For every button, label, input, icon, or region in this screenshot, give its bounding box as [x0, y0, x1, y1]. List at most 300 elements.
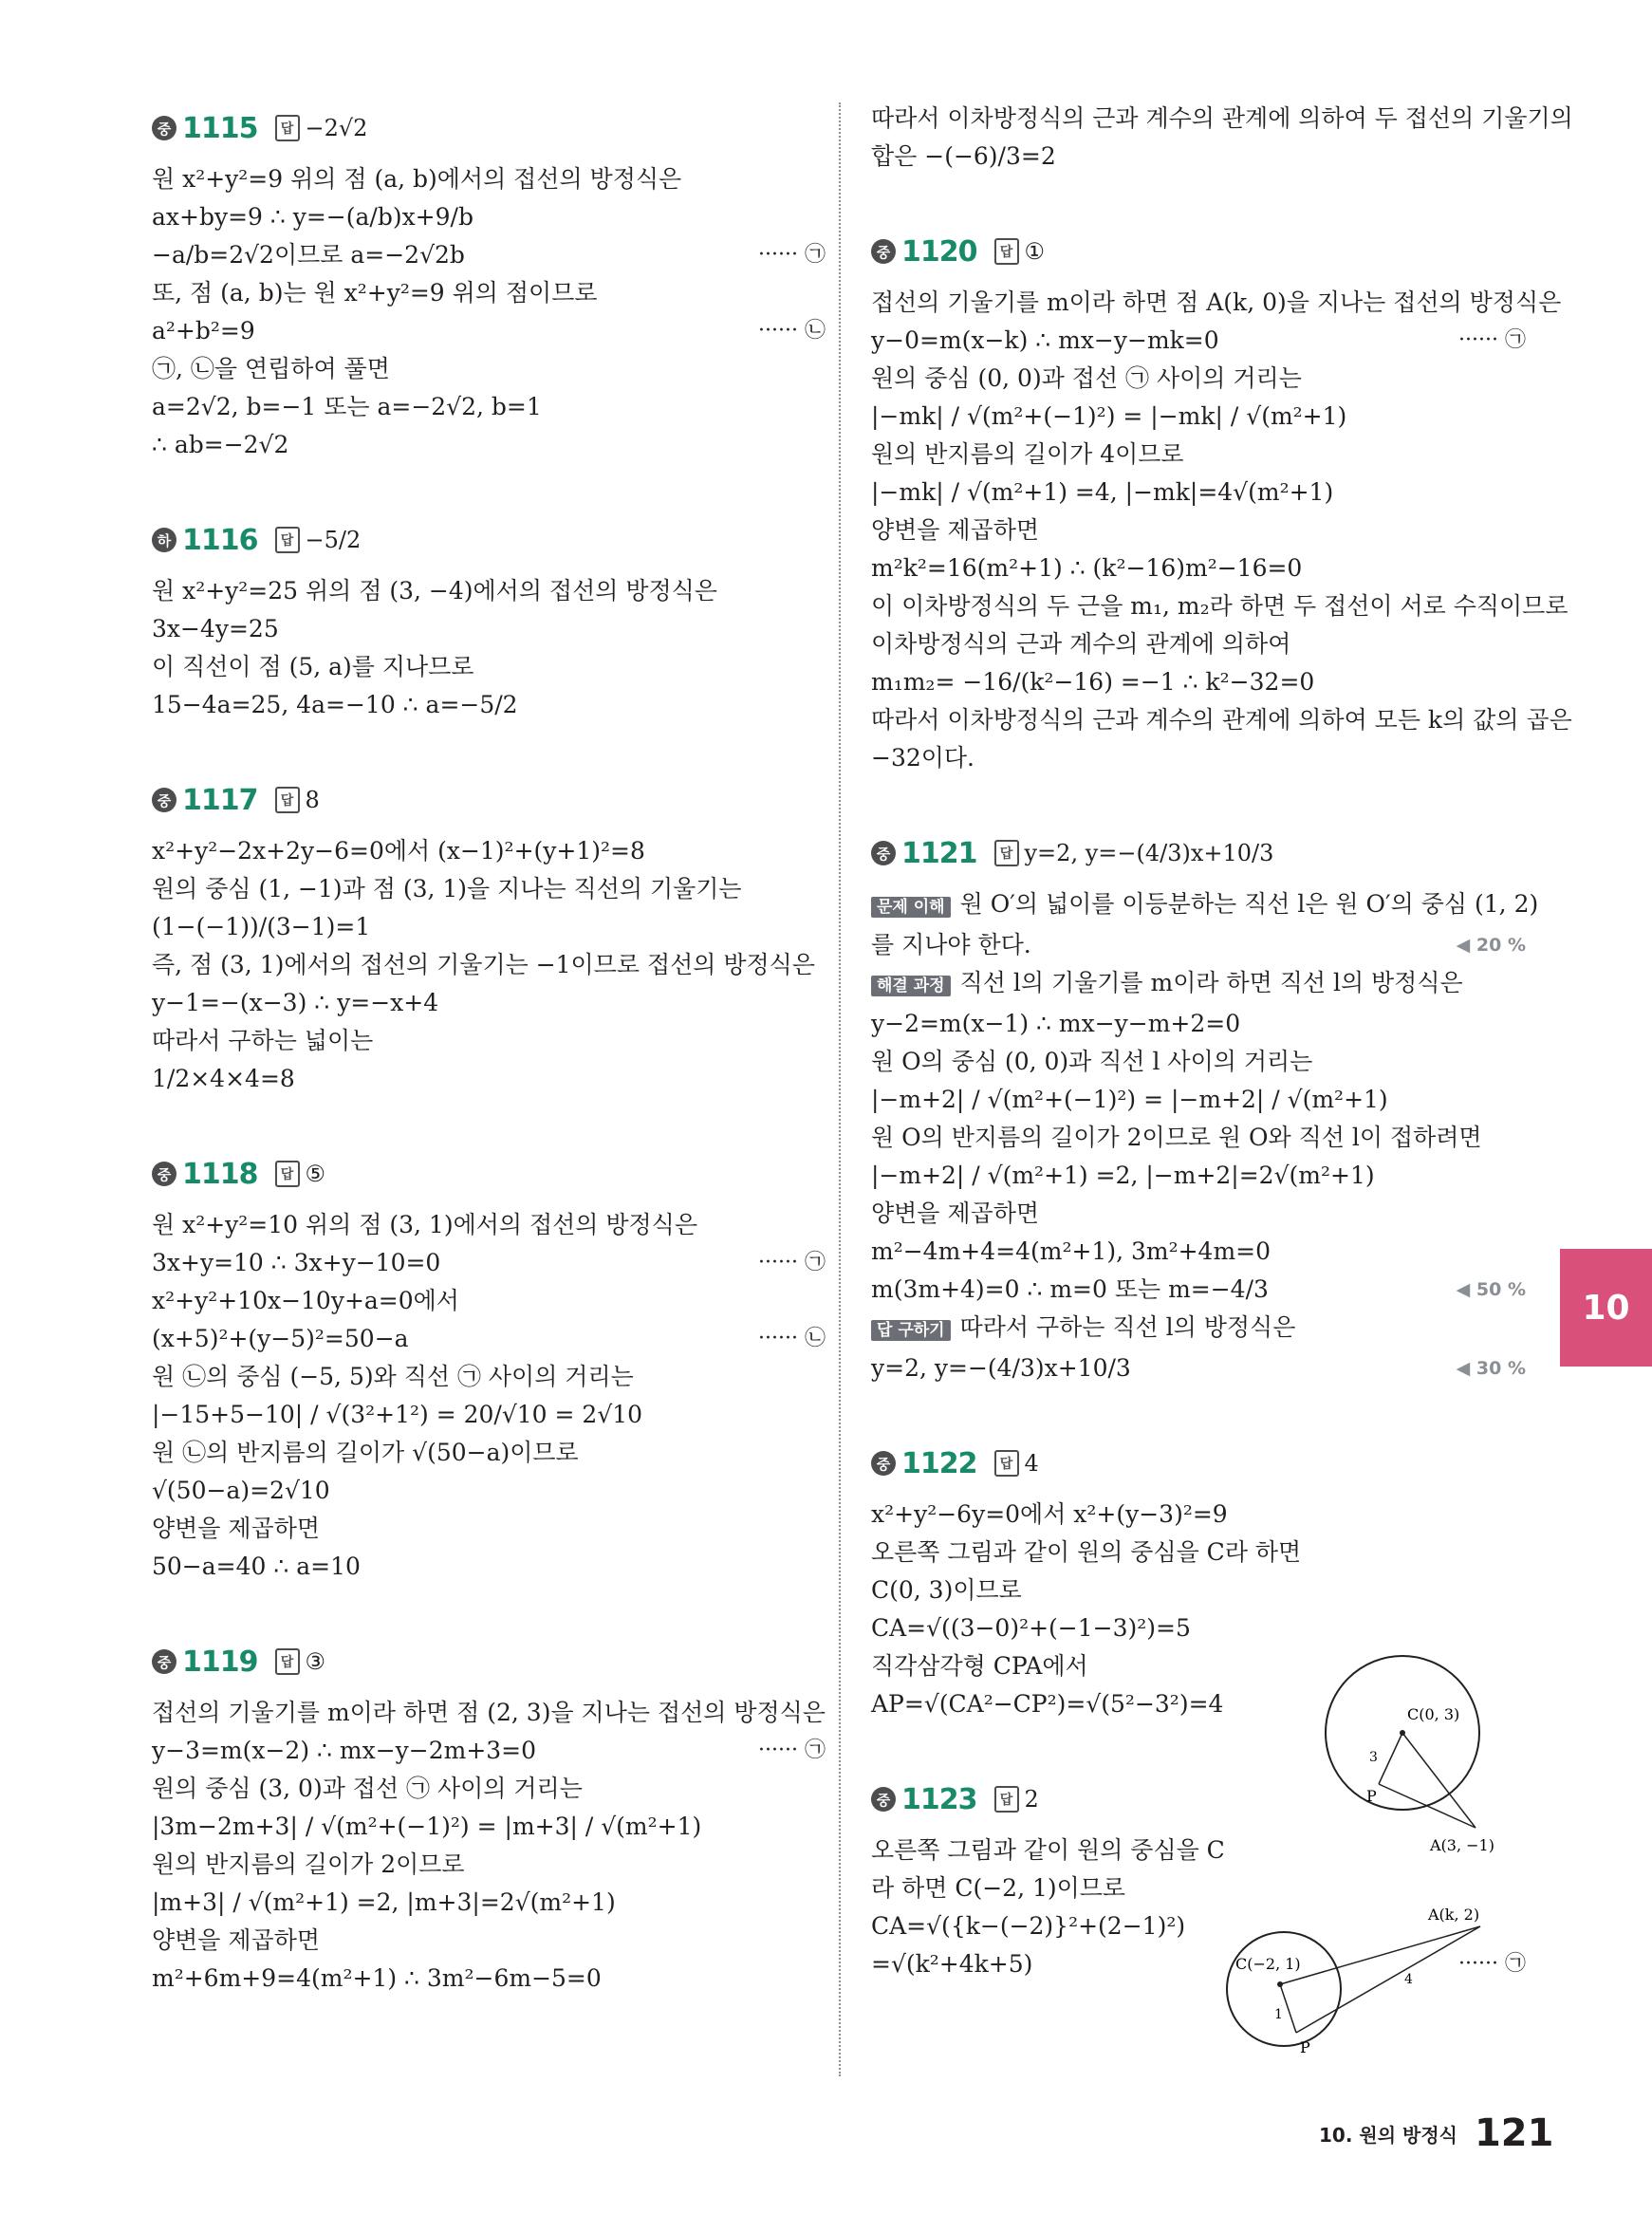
solution-text: [871, 1271, 1447, 1309]
solution-text-body: C(0, 3)이므로: [871, 1576, 1022, 1604]
solution-line: [152, 908, 826, 946]
solution-text: [152, 1060, 826, 1098]
solution-line: [152, 648, 826, 686]
solution-line: [871, 1869, 1526, 1907]
solution-text-body: 따라서 이차방정식의 근과 계수의 관계에 의하여 모든 k의 값의 곱은: [871, 706, 1572, 734]
equation-marker: ······ ㉠: [758, 1739, 826, 1762]
solution-text-body: |−m+2| / √(m²+(−1)²) = |−m+2| / √(m²+1): [871, 1086, 1388, 1113]
solution-line: [152, 350, 826, 388]
solution-line: [152, 946, 826, 984]
problem-number: 1123: [901, 1782, 977, 1816]
solution-text-body: y−0=m(x−k) ∴ mx−y−mk=0: [871, 326, 1219, 354]
solution-text: [152, 832, 826, 870]
answer-value: ⑤: [305, 1161, 326, 1187]
solution-line: [152, 1358, 826, 1396]
solution-text-body: 원의 중심 (3, 0)과 접선 ㉠ 사이의 거리는: [152, 1775, 583, 1802]
chapter-tab: 10: [1560, 1249, 1652, 1367]
answer-icon: 답: [275, 115, 300, 141]
solution-line: [871, 739, 1526, 777]
answer-value: ①: [1024, 238, 1046, 265]
solution-line: [871, 1043, 1526, 1081]
solution-text-body: 이 직선이 점 (5, a)를 지나므로: [152, 653, 474, 680]
difficulty-badge: 중: [871, 1787, 896, 1812]
solution-text-body: y=2, y=−(4/3)x+10/3: [871, 1354, 1131, 1382]
solution-line: [871, 701, 1572, 739]
solution-line: [871, 100, 1573, 138]
solution-line: [152, 1022, 826, 1060]
solution-text: [152, 312, 749, 350]
solution-text: [871, 1081, 1526, 1119]
equation-marker: ······ ㉡: [758, 1327, 826, 1350]
answer-value: −2√2: [305, 115, 368, 141]
solution-text: [152, 350, 826, 388]
problem-continued: [871, 100, 1573, 176]
solution-text-body: −32이다.: [871, 744, 975, 772]
solution-text: [152, 1358, 826, 1396]
solution-text: [152, 1510, 826, 1548]
solution-line: [871, 1309, 1526, 1349]
problem-header: [152, 1145, 826, 1202]
solution-line: [871, 625, 1526, 663]
step-tag: 해결 과정: [871, 976, 951, 996]
solution-text-body: 따라서 구하는 직선 l의 방정식은: [959, 1313, 1296, 1341]
solution-line: [152, 1206, 826, 1244]
answer-value: ③: [305, 1648, 326, 1675]
solution-text: [152, 1884, 826, 1922]
figure-1123: [1224, 1903, 1523, 2059]
center-point: [1400, 1730, 1405, 1736]
problem-number: 1119: [182, 1645, 258, 1679]
solution-line: [152, 1510, 826, 1548]
solution-text-body: m²+6m+9=4(m²+1) ∴ 3m²−6m−5=0: [152, 1964, 602, 1992]
solution-text: [871, 511, 1526, 549]
solution-text: [871, 398, 1526, 436]
solution-text: [871, 1005, 1526, 1043]
solution-text: [152, 1320, 749, 1358]
solution-text: [871, 926, 1447, 964]
solution-text-body: 이차방정식의 근과 계수의 관계에 의하여: [871, 630, 1291, 658]
answer-icon: 답: [994, 238, 1019, 265]
page-footer: [1319, 2111, 1553, 2155]
solution-text-body: 원 O의 중심 (0, 0)과 직선 l 사이의 거리는: [871, 1048, 1313, 1075]
solution-text-body: 양변을 제곱하면: [152, 1926, 320, 1954]
answer-icon: 답: [994, 1786, 1019, 1813]
label-four: 4: [1404, 1972, 1413, 1987]
score-percent: ◀ 50 %: [1456, 1279, 1526, 1300]
solution-line: [152, 1320, 826, 1358]
answer-icon: 답: [275, 787, 300, 813]
solution-text: [871, 1309, 1526, 1349]
solution-text: [152, 1282, 826, 1320]
solution-text: [871, 322, 1449, 360]
solution-text-body: ∴ ab=−2√2: [152, 431, 289, 458]
solution-line: [152, 1548, 826, 1586]
difficulty-badge: 하: [152, 528, 176, 552]
solution-text-body: 50−a=40 ∴ a=10: [152, 1553, 361, 1580]
solution-text-body: m₁m₂= −16/(k²−16) =−1 ∴ k²−32=0: [871, 668, 1315, 696]
answer-value: 4: [1024, 1450, 1039, 1477]
solution-line: [152, 1846, 826, 1884]
answer-icon: 답: [275, 1648, 300, 1675]
solution-text-body: 직선 l의 기울기를 m이라 하면 직선 l의 방정식은: [959, 969, 1463, 996]
solution-text: [871, 436, 1526, 474]
solution-text-body: 원의 반지름의 길이가 4이므로: [871, 440, 1184, 468]
solution-line: [152, 388, 826, 426]
solution-text-body: y−2=m(x−1) ∴ mx−y−m+2=0: [871, 1010, 1241, 1037]
label-radius: 3: [1369, 1750, 1378, 1765]
solution-text: [152, 1846, 826, 1884]
difficulty-badge: 중: [152, 1162, 176, 1186]
solution-line: [152, 426, 826, 464]
solution-line: [152, 236, 826, 274]
solution-text-body: m²k²=16(m²+1) ∴ (k²−16)m²−16=0: [871, 554, 1303, 582]
column-divider: [839, 102, 841, 2076]
answer-icon: 답: [275, 527, 300, 553]
solution-line: [152, 984, 826, 1022]
solution-line: [871, 1081, 1526, 1119]
solution-line: [152, 1060, 826, 1098]
solution-text: [152, 1434, 826, 1472]
solution-line: [871, 1005, 1526, 1043]
problem-number: 1122: [901, 1446, 977, 1480]
solution-line: [152, 1396, 826, 1434]
solution-line: [152, 832, 826, 870]
step-tag: 답 구하기: [871, 1320, 951, 1341]
solution-text-body: 따라서 구하는 넓이는: [152, 1027, 374, 1054]
solution-line: [152, 572, 826, 610]
page-number: 121: [1474, 2111, 1554, 2155]
solution-text: [871, 625, 1526, 663]
solution-text-body: 라 하면 C(−2, 1)이므로: [871, 1874, 1126, 1902]
answer-value: −5/2: [305, 527, 362, 553]
solution-text: [152, 610, 826, 648]
solution-text-body: ㉠, ㉡을 연립하여 풀면: [152, 355, 390, 382]
solution-text-body: 즉, 점 (3, 1)에서의 접선의 기울기는 −1이므로 접선의 방정식은: [152, 951, 815, 978]
problem-header: [152, 511, 826, 568]
solution-text: [871, 964, 1526, 1005]
solution-line: [871, 1571, 1526, 1609]
solution-line: [871, 322, 1526, 360]
solution-line: [152, 1770, 826, 1808]
label-a: A(3, −1): [1430, 1836, 1494, 1854]
solution-text-body: 양변을 제곱하면: [152, 1515, 320, 1542]
answer-icon: 답: [994, 840, 1019, 866]
solution-line: [871, 138, 1526, 176]
solution-text-body: 원의 반지름의 길이가 2이므로: [152, 1850, 465, 1878]
solution-text: [152, 984, 826, 1022]
equation-marker: ······ ㉡: [758, 319, 826, 343]
equation-marker: ······ ㉠: [1458, 1952, 1526, 1976]
equation-marker: ······ ㉠: [758, 243, 826, 267]
solution-text-body: 15−4a=25, 4a=−10 ∴ a=−5/2: [152, 691, 518, 718]
solution-text-body: 를 지나야 한다.: [871, 931, 1031, 958]
solution-text: [871, 1233, 1526, 1271]
circle-shape: [1227, 1932, 1341, 2046]
solution-text-body: |m+3| / √(m²+1) =2, |m+3|=2√(m²+1): [152, 1888, 616, 1916]
solution-text-body: (1−(−1))/(3−1)=1: [152, 913, 371, 940]
solution-line: [152, 1884, 826, 1922]
solution-line: [871, 1271, 1526, 1309]
solution-text: [871, 1119, 1526, 1157]
tangent-segment: [1379, 1784, 1476, 1828]
solution-text-body: 원 O의 반지름의 길이가 2이므로 원 O와 직선 l이 접하려면: [871, 1124, 1482, 1151]
ca-segment: [1402, 1733, 1476, 1828]
solution-text-body: =√(k²+4k+5): [871, 1950, 1033, 1978]
solution-text: [152, 1396, 826, 1434]
solution-text-body: 또, 점 (a, b)는 원 x²+y²=9 위의 점이므로: [152, 279, 598, 307]
tangent-segment: [1296, 1926, 1480, 2033]
label-a: A(k, 2): [1428, 1906, 1480, 1924]
solution-text: [871, 360, 1526, 398]
label-p: P: [1300, 2038, 1310, 2056]
label-one: 1: [1274, 2007, 1283, 2022]
solution-line: [152, 1922, 826, 1960]
solution-text-body: 합은 −(−6)/3=2: [871, 142, 1056, 170]
difficulty-badge: 중: [152, 788, 176, 812]
solution-line: [871, 1157, 1526, 1195]
solution-line: [871, 436, 1526, 474]
problem-1118: [152, 1145, 826, 1586]
score-percent: ◀ 30 %: [1456, 1358, 1526, 1379]
solution-line: [152, 686, 826, 724]
solution-text-body: |−m+2| / √(m²+1) =2, |−m+2|=2√(m²+1): [871, 1162, 1375, 1189]
problem-number: 1121: [901, 836, 977, 870]
solution-text: [871, 587, 1568, 625]
solution-text-body: a=2√2, b=−1 또는 a=−2√2, b=1: [152, 393, 542, 420]
answer-icon: 답: [994, 1450, 1019, 1477]
solution-text: [152, 1022, 826, 1060]
solution-text-body: 1/2×4×4=8: [152, 1065, 295, 1092]
solution-text-body: |−mk| / √(m²+(−1)²) = |−mk| / √(m²+1): [871, 402, 1347, 430]
solution-line: [152, 610, 826, 648]
solution-text-body: 원의 중심 (1, −1)과 점 (3, 1)을 지나는 직선의 기울기는: [152, 875, 742, 902]
solution-text-body: x²+y²−6y=0에서 x²+(y−3)²=9: [871, 1500, 1228, 1528]
solution-text-body: m²−4m+4=4(m²+1), 3m²+4m=0: [871, 1237, 1271, 1265]
solution-text-body: 원 x²+y²=25 위의 점 (3, −4)에서의 접선의 방정식은: [152, 577, 717, 604]
problem-header: [152, 100, 826, 157]
solution-text: [152, 426, 826, 464]
answer-value: 2: [1024, 1786, 1039, 1813]
solution-text-body: 접선의 기울기를 m이라 하면 점 A(k, 0)을 지나는 접선의 방정식은: [871, 288, 1562, 316]
solution-text: [871, 1534, 1526, 1571]
solution-text: [871, 885, 1538, 926]
solution-line: [871, 360, 1526, 398]
solution-text: [152, 198, 826, 236]
solution-line: [152, 160, 826, 198]
chapter-title: 10. 원의 방정식: [1319, 2123, 1457, 2147]
solution-text: [152, 1548, 826, 1586]
solution-text-body: 원 ㉡의 중심 (−5, 5)와 직선 ㉠ 사이의 거리는: [152, 1363, 634, 1390]
solution-line: [152, 1282, 826, 1320]
solution-text: [152, 686, 826, 724]
solution-text-body: CA=√({k−(−2)}²+(2−1)²): [871, 1912, 1186, 1940]
solution-text: [152, 946, 826, 984]
problem-header: [871, 1435, 1526, 1492]
solution-line: [871, 511, 1526, 549]
problem-1119: [152, 1633, 826, 1998]
problem-1120: [871, 223, 1572, 777]
solution-line: [871, 885, 1539, 926]
solution-text-body: 따라서 이차방정식의 근과 계수의 관계에 의하여 두 접선의 기울기의: [871, 104, 1573, 132]
solution-text-body: a²+b²=9: [152, 317, 255, 344]
solution-text: [871, 663, 1526, 701]
solution-line: [152, 1808, 826, 1846]
solution-text-body: 오른쪽 그림과 같이 원의 중심을 C: [871, 1836, 1225, 1864]
solution-line: [152, 870, 826, 908]
solution-text-body: 3x+y=10 ∴ 3x+y−10=0: [152, 1249, 441, 1276]
solution-text: [871, 549, 1526, 587]
solution-text-body: |3m−2m+3| / √(m²+(−1)²) = |m+3| / √(m²+1): [152, 1813, 702, 1840]
solution-text-body: ax+by=9 ∴ y=−(a/b)x+9/b: [152, 203, 473, 231]
problem-header: [871, 223, 1526, 280]
difficulty-badge: 중: [871, 239, 896, 264]
solution-line: [152, 312, 826, 350]
answer-value: y=2, y=−(4/3)x+10/3: [1024, 840, 1274, 866]
solution-text-body: 접선의 기울기를 m이라 하면 점 (2, 3)을 지나는 접선의 방정식은: [152, 1699, 826, 1726]
solution-text: [152, 1960, 826, 1998]
equation-marker: ······ ㉠: [758, 1251, 826, 1274]
difficulty-badge: 중: [152, 1649, 176, 1674]
solution-line: [871, 1195, 1526, 1233]
solution-text-body: −a/b=2√2이므로 a=−2√2b: [152, 241, 465, 269]
solution-text: [152, 1206, 826, 1244]
left-column: [152, 100, 826, 2045]
solution-text-body: √(50−a)=2√10: [152, 1477, 330, 1504]
solution-text-body: 3x−4y=25: [152, 615, 279, 642]
problem-number: 1115: [182, 111, 258, 145]
solution-text-body: (x+5)²+(y−5)²=50−a: [152, 1325, 409, 1352]
solution-text: [152, 274, 826, 312]
solution-text: [152, 870, 826, 908]
solution-text-body: CA=√((3−0)²+(−1−3)²)=5: [871, 1614, 1191, 1642]
solution-line: [871, 1496, 1526, 1534]
problem-number: 1116: [182, 523, 258, 557]
solution-line: [871, 1233, 1526, 1271]
label-c: C(−2, 1): [1235, 1955, 1301, 1973]
solution-text-body: 원 x²+y²=9 위의 점 (a, b)에서의 접선의 방정식은: [152, 165, 682, 193]
solution-line: [871, 1119, 1526, 1157]
solution-text: [152, 388, 826, 426]
label-p: P: [1366, 1787, 1377, 1805]
problem-header: [152, 772, 826, 828]
solution-text-body: x²+y²+10x−10y+a=0에서: [152, 1287, 459, 1314]
solution-text: [152, 1808, 826, 1846]
solution-line: [152, 1244, 826, 1282]
solution-text-body: 원의 중심 (0, 0)과 접선 ㉠ 사이의 거리는: [871, 364, 1302, 392]
solution-text: [152, 648, 826, 686]
equation-marker: ······ ㉠: [1458, 328, 1526, 352]
solution-text-body: 원 ㉡의 반지름의 길이가 √(50−a)이므로: [152, 1439, 579, 1466]
radius-segment: [1379, 1733, 1402, 1784]
problem-1121: [871, 825, 1539, 1387]
solution-text-body: y−1=−(x−3) ∴ y=−x+4: [152, 989, 439, 1016]
solution-line: [152, 274, 826, 312]
solution-text: [152, 1694, 826, 1732]
solution-text-body: y−3=m(x−2) ∴ mx−y−2m+3=0: [152, 1737, 537, 1764]
solution-line: [871, 398, 1526, 436]
solution-line: [152, 198, 826, 236]
solution-line: [152, 1960, 826, 1998]
solution-text-body: AP=√(CA²−CP²)=√(5²−3²)=4: [871, 1690, 1224, 1718]
solution-text: [152, 908, 826, 946]
solution-line: [871, 663, 1526, 701]
solution-text: [871, 1349, 1447, 1387]
solution-line: [871, 1534, 1526, 1571]
problem-1115: [152, 100, 826, 464]
solution-text-body: 직각삼각형 CPA에서: [871, 1652, 1088, 1680]
answer-icon: 답: [275, 1161, 300, 1187]
solution-line: [871, 1349, 1526, 1387]
solution-text: [871, 1157, 1526, 1195]
solution-text: [152, 1922, 826, 1960]
solution-text-body: 이 이차방정식의 두 근을 m₁, m₂라 하면 두 접선이 서로 수직이므로: [871, 592, 1568, 620]
solution-text: [871, 474, 1526, 511]
solution-text-body: |−mk| / √(m²+1) =4, |−mk|=4√(m²+1): [871, 478, 1334, 506]
solution-text: [152, 1770, 826, 1808]
problem-1116: [152, 511, 826, 724]
solution-text: [152, 236, 749, 274]
solution-line: [871, 474, 1526, 511]
solution-text-body: 원 O′의 넓이를 이등분하는 직선 l은 원 O′의 중심 (1, 2): [959, 890, 1539, 918]
solution-text: [152, 160, 826, 198]
problem-header: [152, 1633, 826, 1690]
solution-text-body: |−15+5−10| / √(3²+1²) = 20/√10 = 2√10: [152, 1401, 643, 1428]
solution-text-body: 오른쪽 그림과 같이 원의 중심을 C라 하면: [871, 1538, 1302, 1566]
problem-number: 1120: [901, 234, 977, 269]
difficulty-badge: 중: [152, 116, 176, 140]
solution-line: [871, 549, 1526, 587]
solution-text: [871, 284, 1561, 322]
solution-text-body: 원 x²+y²=10 위의 점 (3, 1)에서의 접선의 방정식은: [152, 1211, 697, 1238]
problem-header: [871, 825, 1526, 882]
solution-line: [871, 926, 1526, 964]
solution-text: [152, 1732, 749, 1770]
ca-segment: [1280, 1926, 1480, 1984]
solution-text: [871, 1869, 1526, 1907]
solution-text: [871, 701, 1572, 739]
solution-line: [152, 1434, 826, 1472]
center-point: [1277, 1981, 1283, 1987]
solution-text: [871, 100, 1573, 138]
label-c: C(0, 3): [1407, 1705, 1460, 1723]
solution-text: [152, 1244, 749, 1282]
problem-number: 1117: [182, 783, 258, 817]
difficulty-badge: 중: [871, 841, 896, 865]
solution-line: [152, 1472, 826, 1510]
solution-line: [871, 587, 1568, 625]
step-tag: 문제 이해: [871, 897, 951, 918]
solution-text: [152, 1472, 826, 1510]
solution-text-body: 양변을 제곱하면: [871, 516, 1039, 544]
figure-1122: [1324, 1640, 1537, 1860]
solution-text: [871, 1571, 1526, 1609]
solution-text: [871, 1043, 1526, 1081]
difficulty-badge: 중: [871, 1451, 896, 1476]
problem-number: 1118: [182, 1157, 258, 1191]
score-percent: ◀ 20 %: [1456, 935, 1526, 956]
answer-value: 8: [305, 787, 320, 813]
solution-line: [871, 284, 1562, 322]
solution-text-body: m(3m+4)=0 ∴ m=0 또는 m=−4/3: [871, 1275, 1269, 1303]
solution-text: [871, 739, 1526, 777]
solution-line: [152, 1694, 826, 1732]
solution-text: [871, 1195, 1526, 1233]
solution-text-body: x²+y²−2x+2y−6=0에서 (x−1)²+(y+1)²=8: [152, 837, 645, 865]
solution-line: [152, 1732, 826, 1770]
solution-text: [871, 138, 1526, 176]
solution-line: [871, 964, 1526, 1005]
solution-text-body: 양변을 제곱하면: [871, 1199, 1039, 1227]
